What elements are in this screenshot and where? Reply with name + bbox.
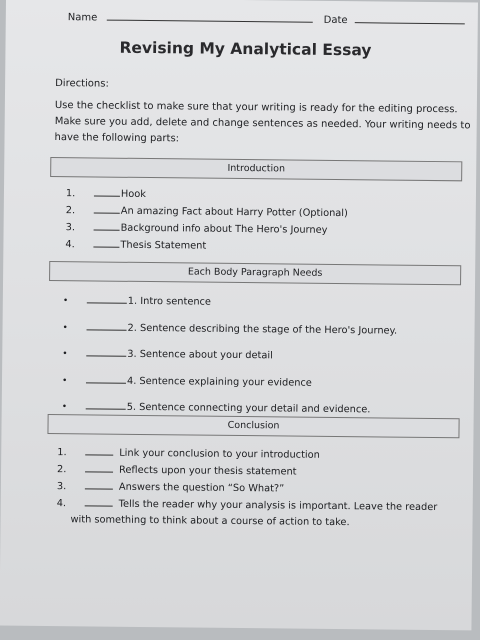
date-label: Date xyxy=(323,14,348,27)
list-item xyxy=(63,288,398,318)
name-label: Name xyxy=(67,12,98,24)
check-blank xyxy=(94,219,120,230)
check-blank xyxy=(93,236,119,247)
check-blank xyxy=(85,444,113,455)
item-text: 4. Sentence explaining your evidence xyxy=(126,375,312,389)
check-blank xyxy=(85,478,113,489)
list-item xyxy=(62,368,397,398)
bullet: • xyxy=(62,322,68,333)
list-item xyxy=(62,341,397,371)
item-text: An amazing Fact about Harry Potter (Optional) xyxy=(120,205,348,220)
check-blank xyxy=(94,202,120,213)
check-blank xyxy=(85,461,113,472)
name-blank-line xyxy=(106,20,312,23)
introduction-checklist xyxy=(65,185,348,256)
bullet: • xyxy=(62,349,68,360)
item-text: 1. Intro sentence xyxy=(127,295,212,308)
body-heading: Each Body Paragraph Needs xyxy=(187,266,323,279)
check-blank xyxy=(87,292,127,303)
item-text: Hook xyxy=(120,188,147,201)
item-marker: 1. xyxy=(57,447,67,459)
check-blank xyxy=(86,372,126,383)
bullet: • xyxy=(61,375,68,386)
check-blank xyxy=(86,345,126,356)
list-item xyxy=(65,236,347,256)
item-text: 3. Sentence about your detail xyxy=(127,348,273,362)
introduction-heading: Introduction xyxy=(227,162,286,175)
item-marker: 3. xyxy=(65,222,76,234)
list-item xyxy=(62,315,397,345)
name-date-row xyxy=(68,12,465,27)
item-text: Tells the reader why your analysis is important. Leave the reader xyxy=(118,498,438,514)
check-blank xyxy=(94,185,120,196)
body-checklist xyxy=(62,288,398,424)
date-blank-line xyxy=(355,22,465,24)
check-blank xyxy=(87,319,127,330)
item-text: 5. Sentence connecting your detail and evidence. xyxy=(126,401,371,416)
conclusion-heading: Conclusion xyxy=(227,419,280,432)
item-text: Thesis Statement xyxy=(120,239,207,252)
item-marker: 3. xyxy=(56,481,67,493)
item-marker: 4. xyxy=(65,239,75,251)
check-blank xyxy=(86,398,126,409)
page-title: Revising My Analytical Essay xyxy=(119,38,372,60)
item-text: Background info about The Hero's Journey xyxy=(120,222,328,236)
directions-label: Directions: xyxy=(55,78,109,90)
item-text: 2. Sentence describing the stage of the Hero's Journey. xyxy=(127,322,398,337)
item-text: Reflects upon your thesis statement xyxy=(119,464,297,478)
body-heading-box xyxy=(49,261,461,285)
item-text: Link your conclusion to your introduction xyxy=(119,447,320,461)
bullet: • xyxy=(61,402,68,413)
conclusion-checklist xyxy=(56,444,437,532)
conclusion-heading-box xyxy=(47,414,459,438)
item-text: Answers the question “So What?” xyxy=(118,481,285,495)
directions-text: Use the checklist to make sure that your writing is ready for the editing process. Make sure you add, delete and change sentences as needed. Your writing needs to have the following parts: xyxy=(54,100,471,145)
item-marker: 4. xyxy=(56,498,67,510)
item-text-continuation: with something to think about a course of action to take. xyxy=(70,514,350,529)
item-marker: 1. xyxy=(65,188,76,200)
item-marker: 2. xyxy=(65,205,76,217)
introduction-heading-box xyxy=(50,157,462,181)
check-blank xyxy=(85,495,113,506)
item-marker: 2. xyxy=(57,464,67,476)
bullet: • xyxy=(62,296,69,307)
